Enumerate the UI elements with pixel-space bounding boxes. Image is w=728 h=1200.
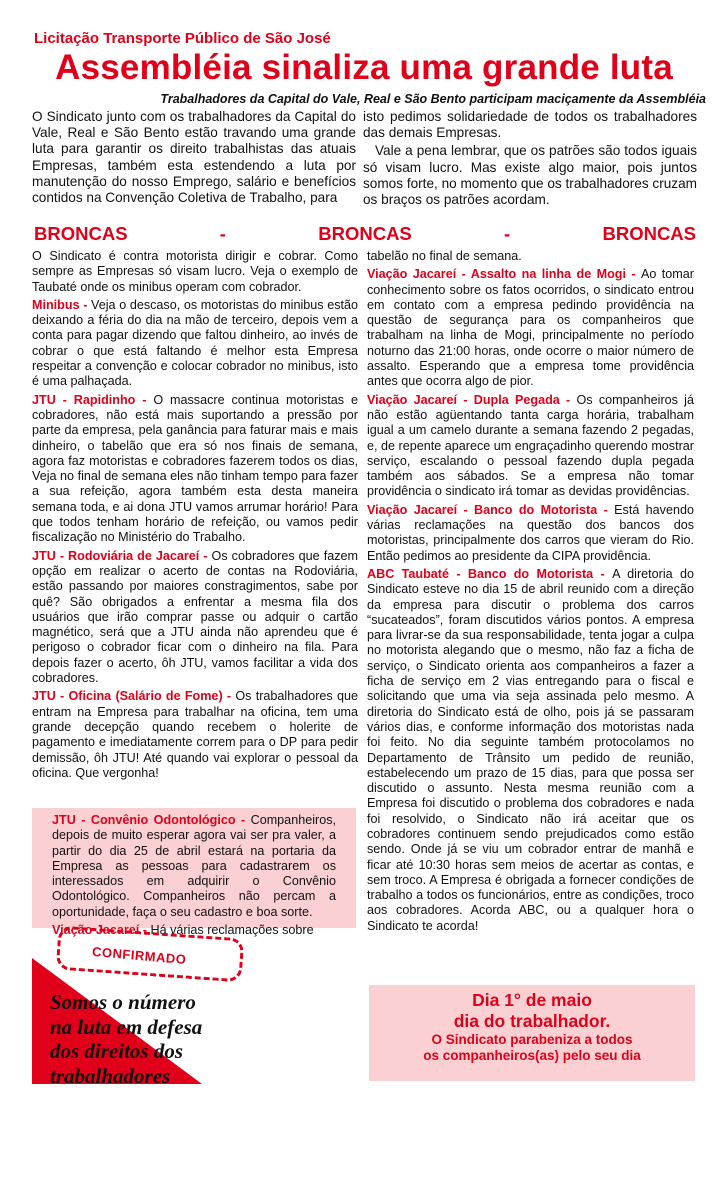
banner-word: BRONCAS (602, 223, 696, 244)
kicker-title: Licitação Transporte Público de São José (34, 30, 331, 47)
broncas-column-left (32, 249, 358, 784)
may-day-title: Dia 1° de maio (472, 990, 592, 1010)
broncas-banner (34, 223, 696, 245)
intro-paragraph: O Sindicato junto com os trabalhadores da Capital do Vale, Real e São Bento estão travando uma grande luta para garantir os direito trabalhistas das atuais Empresas, também esta estendendo a luta por manutenção do nosso Emprego, salário e benefícios contidos na Convenção Coletiva de Trabalho, para (32, 109, 356, 206)
bronca-text: Veja o descaso, os motoristas do minibus estão deixando a féria do dia na mão de terceiro, depois vem a conta para pagar dizendo que faltou dinheiro, ao invés de cobrar o que está faltando é melhor esta Empresa respeitar a convenção e colocar cobrador no minibus, isto é uma palhaçada. (32, 297, 359, 389)
bronca-item (367, 503, 694, 564)
banner-separator: - (219, 223, 226, 244)
may-day-box (369, 985, 695, 1081)
intro-column-left (32, 109, 356, 206)
banner-word: BRONCAS (34, 223, 128, 244)
bronca-item (32, 549, 358, 687)
broncas-column-right (367, 249, 694, 937)
bronca-item (32, 393, 358, 546)
banner-word: BRONCAS (318, 223, 412, 244)
bronca-text: Os trabalhadores que entram na Empresa para trabalhar na oficina, tem uma grande decepção quando recebem o holerite de pagamento e imediatamente correm para o DP para pedir demissão, ôh JTU! Até quando vai explorar o pessoal da oficina. Que vergonha! (32, 689, 358, 780)
bronca-item (367, 567, 694, 934)
bronca-tag: Minibus - (32, 297, 92, 312)
bronca-text: O massacre continua motoristas e cobradores, não está mais suportando a pressão por parte da empresa, pela ganância para faturar mais e mais dinheiro, o tabelão que era só nos finais de semana, agora faz motoristas e cobradores fazerem todos os dias, Veja no final de semana eles não tinham tempo para fazer a sua refeição, agora também esta desta maneira semana toda, e ai dona JTU vamos arrumar horário! Para que todos tenham horário de refeição, ou vamos pedir fiscalização no Ministério do Trabalho. (32, 392, 358, 545)
intro-paragraph: Vale a pena lembrar, que os patrões são todos iguais só visam lucro. Mas existe algo maior, pois juntos somos forte, no momento que os trabalhadores cruzam os braços os patrões acordam. (363, 143, 697, 208)
bronca-text: A diretoria do Sindicato esteve no dia 15 de abril reunido com a direção da empresa para discutir o problema dos carros “sucateados”, foram discutidos vários pontos. A empresa para livrar-se da sua responsabilidade, tenta jogar a culpa no motorista alegando que o mesmo, não faz a ficha de serviço, o Sindicato orienta aos companheiros a fazer a ficha de serviço em 2 vias entregando para o fiscal e solicitando que uma via seja assinada pelo mesmo. A diretoria do Sindicato está de olho, pois já se passaram vários dias, e conforme informação dos motoristas nada foi feito. No dia seguinte também protocolamos no Departamento de Trânsito um pedido de reunião, estabelecendo um prazo de 15 dias, para que possa ser discutido o assunto. Nesta mesma reunião com a Empresa foi discutido o problema dos cobradores e nada foi resolvido, o Sindicato não irá aceitar que os cobradores continuem sendo prejudicados como estão sendo. Onde já se viu um cobrador entrar de manhã e ficar até 10:30 horas sem meios de acertar as contas, e sem troco. A Empresa é obrigada a fornecer condições de trabalho a todos os funcionários, entre as condições, troco aos cobradores. Acorda ABC, ou a qualquer hora o Sindicato te acorda! (367, 566, 695, 933)
bronca-text: O Sindicato é contra motorista dirigir e cobrar. Como sempre as Empresas só visam lucro. Veja o exemplo de Taubaté onde os minibus operam com cobrador. (32, 249, 358, 294)
may-day-title: dia do trabalhador. (453, 1011, 611, 1031)
bronca-text: Está havendo várias reclamações na questão dos bancos dos motoristas, principalmente dos carros que vieram do Rio. Então pedimos ao presidente da CIPA providência. (367, 502, 694, 563)
bronca-text: Os cobradores que fazem opção em realizar o acerto de contas na Rodoviária, estão passando por maiores constragimentos, sabe por quê? São obrigados a enfrentar a mesma fila dos usuários que irão comprar passe ou adquir o cartão magnético, será que a JTU ainda não aprendeu que é perigoso o cobrador ficar com o dinheiro na fila. Para depois fazer o acerto, ôh JTU, vamos facilitar a vida dos cobradores. (32, 548, 359, 686)
bronca-tag: JTU - Rapidinho - (32, 392, 154, 407)
intro-column-right (363, 109, 697, 208)
may-day-message: os companheiros(as) pelo seu dia (423, 1048, 641, 1063)
intro-paragraph: isto pedimos solidariedade de todos os trabalhadores das demais Empresas. (363, 109, 697, 141)
bronca-item (367, 393, 694, 500)
bronca-text: Os companheiros já não estão agüentando tanta carga horária, trabalham igual a um camelo durante a semana fazendo 2 pegadas, e, de repente aparece um engraçadinho querendo mostrar serviço, escalando o pessoal fazendo dupla pegada também aos sábados. Se a empresa não tomar providência o sindicato irá tomar as devidas providências. (367, 392, 694, 499)
bronca-tag: Viação Jacareí - Assalto na linha de Mogi - (367, 267, 641, 282)
subheadline: Trabalhadores da Capital do Vale, Real e São Bento participam maciçamente da Assembléia (160, 92, 706, 106)
bronca-tag: JTU - Oficina (Salário de Fome) - (32, 689, 236, 704)
bronca-tag: Viação Jacareí - (52, 923, 151, 938)
may-day-message: O Sindicato parabeniza a todos (431, 1032, 633, 1047)
bronca-tag: JTU - Rodoviária de Jacareí - (32, 548, 212, 563)
highlight-box-content (52, 813, 336, 941)
bronca-text: Há várias reclamações sobre (150, 923, 314, 938)
bronca-item (32, 249, 358, 295)
bronca-item (367, 267, 694, 389)
banner-separator: - (504, 223, 511, 244)
bronca-tag: JTU - Convênio Odontológico - (52, 813, 251, 827)
bronca-item (367, 249, 694, 264)
bronca-tag: Viação Jacareí - Dupla Pegada - (367, 392, 577, 407)
bronca-item (32, 689, 358, 781)
bronca-text: Ao tomar conhecimento sobre os fatos ocorridos, o sindicato entrou em contato com a empresa pedindo providência na questão de segurança para os companheiros que trabalham na linha de Mogi, principalmente no período noturno das 21:00 horas, onde ocorre o maior número de assalto. Esperando que a empresa tome providência antes que ocorra algo de pior. (367, 267, 694, 389)
bronca-text: tabelão no final de semana. (367, 249, 522, 263)
bronca-item (52, 813, 336, 920)
stamp-label: CONFIRMADO (91, 943, 188, 968)
slogan-text: Somos o número na luta em defesa dos direitos dos trabalhadores (50, 990, 203, 1088)
bronca-text: Companheiros, depois de muito esperar agora vai ser pra valer, a partir do dia 25 de abril estará na portaria da Empresa as pessoas para cadastrarem os interessados em adquirir o Convênio Odontológico. Companheiros não percam a oportunidade, faça o seu cadastro e boa sorte. (52, 813, 336, 919)
bronca-tag: Viação Jacareí - Banco do Motorista - (367, 502, 615, 517)
bronca-item (32, 298, 358, 390)
bronca-tag: ABC Taubaté - Banco do Motorista - (367, 566, 613, 581)
page-headline: Assembléia sinaliza uma grande luta (55, 48, 673, 87)
